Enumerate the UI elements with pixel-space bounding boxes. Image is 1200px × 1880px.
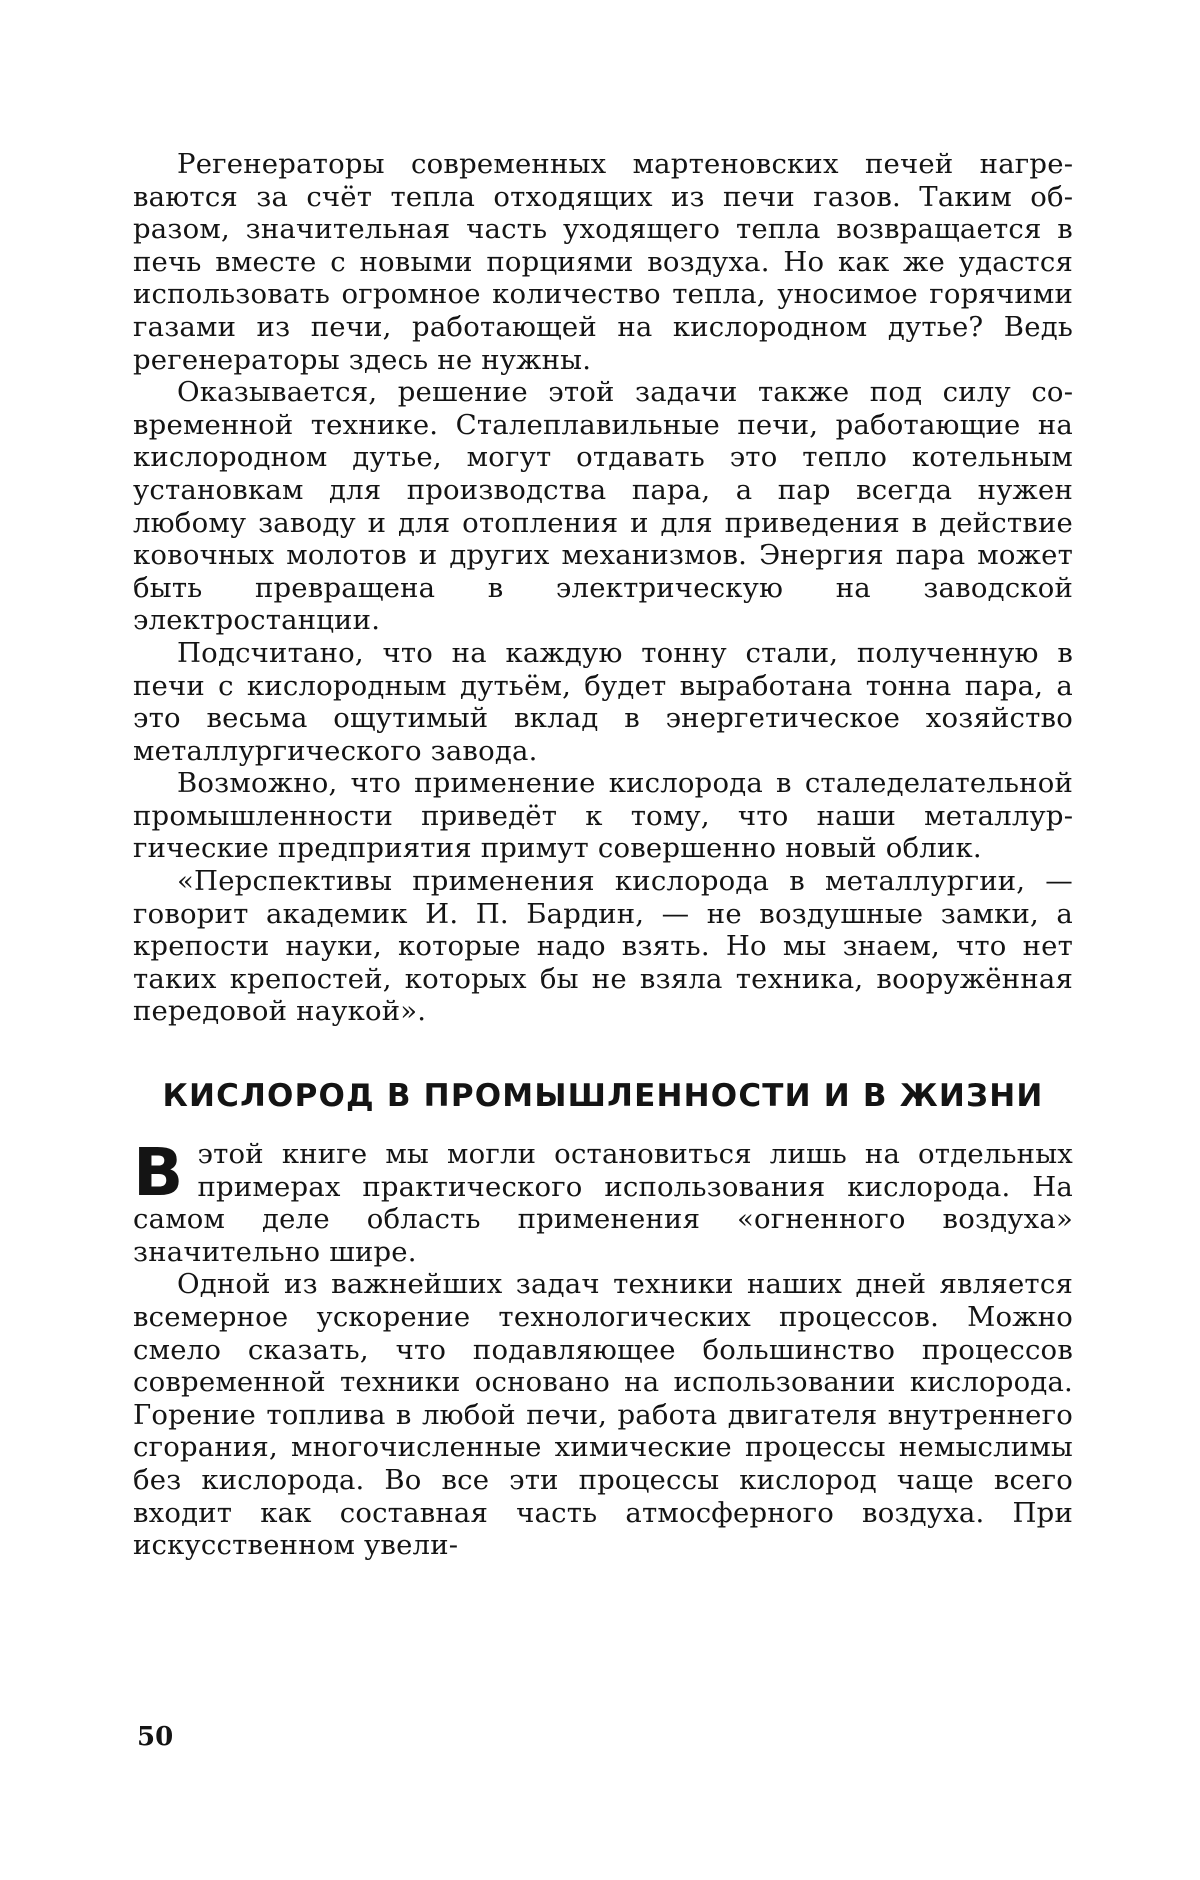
paragraph-dropcap [133, 1138, 1073, 1268]
paragraph-bardin-quote: «Перспективы применения кислорода в металлур­гии, — говорит академик И. П. Бардин, — не воздушные замки, а крепости науки, которые надо взять. Но мы зна­ем, что нет таких крепостей, которых бы не взяла тех­ника, вооружённая передовой наукой». [133, 865, 1073, 1028]
page-number: 50 [137, 1722, 173, 1752]
paragraph-steam-output: Подсчитано, что на каждую тонну стали, полученную в печи с кислородным дутьём, будет выработана тонна пара, а это весьма ощутимый вклад в энергетическое хозяйство металлургического завода. [133, 637, 1073, 767]
paragraph-regenerators: Регенераторы современных мартеновских печей нагре­ваются за счёт тепла отходящих из печи газов. Таким об­разом, значительная часть уходящего тепла возвращается в печь вместе с новыми порциями воздуха. Но как же удастся использовать огромное количество тепла, уноси­мое горячими газами из печи, работающей на кислород­ном дутье? Ведь регенераторы здесь не нужны. [133, 148, 1073, 376]
drop-cap-letter: В [133, 1144, 184, 1202]
dropcap-paragraph-text: этой книге мы могли остановиться лишь на отдель­ных примерах практического использования кисло­рода. На самом деле область применения «огненного воздуха» значительно шире. [133, 1138, 1073, 1268]
section-heading: КИСЛОРОД В ПРОМЫШЛЕННОСТИ И В ЖИЗНИ [133, 1076, 1073, 1116]
paragraph-steam-boilers: Оказывается, решение этой задачи также под силу со­временной технике. Сталеплавильные печи, работающие на кислородном дутье, могут отдавать это тепло котель­ным установкам для производства пара, а пар всегда ну­жен любому заводу и для отопления и для приведения в действие ковочных молотов и других механизмов. Энергия пара может быть превращена в электрическую на завод­ской электростанции. [133, 376, 1073, 637]
page-content [133, 148, 1073, 1562]
paragraph-new-look: Возможно, что применение кислорода в сталеделатель­ной промышленности приведёт к тому, что наши металлур­гические предприятия примут совершенно новый облик. [133, 767, 1073, 865]
paragraph-oxygen-processes: Одной из важнейших задач техники наших дней яв­ляется всемерное ускорение технологических процессов. Можно смело сказать, что подавляющее большинство процессов современной техники основано на использо­вании кислорода. Горение топлива в любой печи, ра­бота двигателя внутреннего сгорания, многочисленные химические процессы немыслимы без кислорода. Во все эти процессы кислород чаще всего входит как составная часть атмосферного воздуха. При искусственном увели- [133, 1268, 1073, 1561]
